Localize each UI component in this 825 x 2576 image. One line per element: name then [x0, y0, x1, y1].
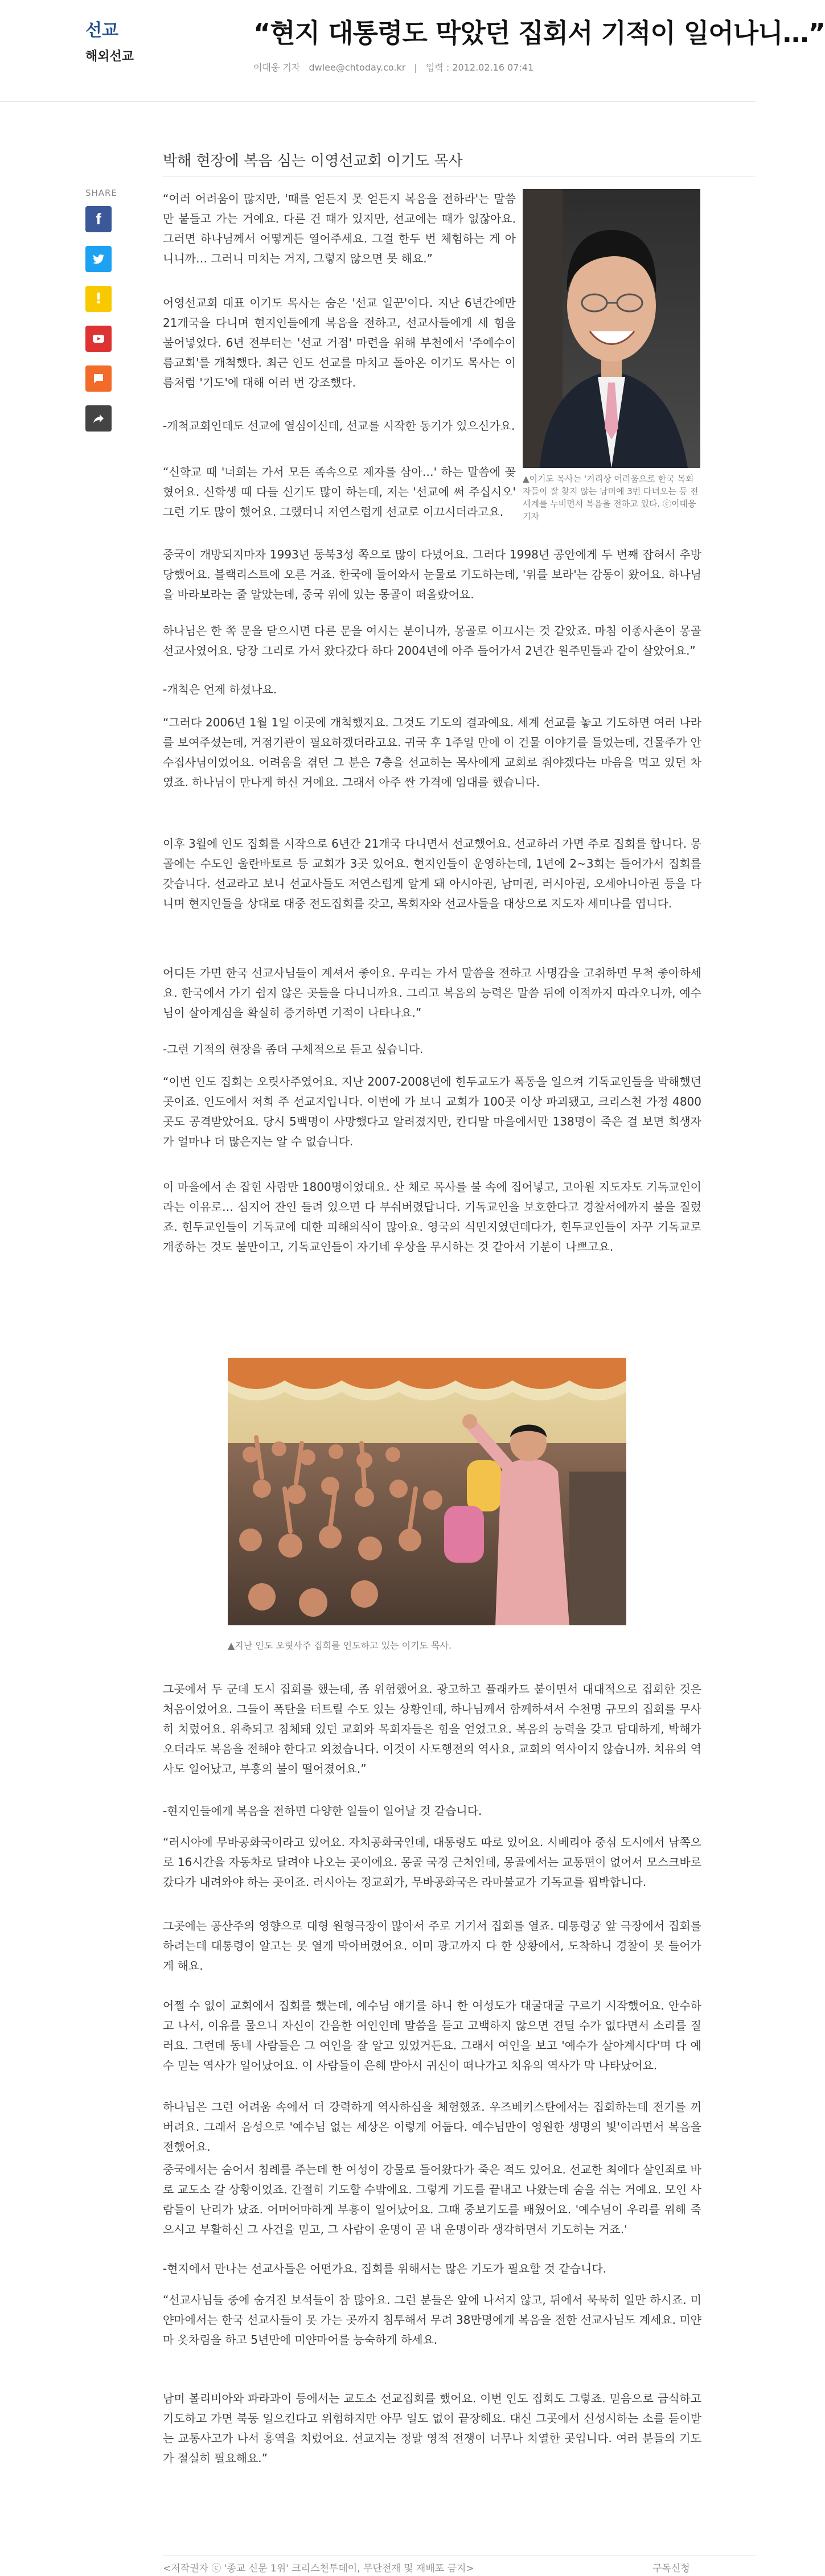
- pastor-portrait-photo: [523, 189, 700, 468]
- article-subhead: 박해 현장에 복음 심는 이영선교회 이기도 목사: [163, 153, 463, 170]
- publish-date: 입력 : 2012.02.16 07:41: [425, 62, 534, 73]
- paragraph: 남미 볼리비아와 파라과이 등에서는 교도소 선교집회를 했어요. 이번 인도 집회도 그렇죠. 믿음으로 금식하고 기도하고 가면 북동 일으킨다고 위험하지만 아무 일도 없이 끝장해요. 대신 그곳에서 신성시하는 소를 듣이받는 교통사고가 나서 홍역을 치렀어요. 선교지는 정말 영적 전쟁이 너무나 치열한 곳입니다. 여러 분들의 기도가 절실히 필요해요.”: [163, 2392, 701, 2465]
- paragraph: 어영선교회 대표 이기도 목사는 숨은 '선교 일꾼'이다. 지난 6년간에만 21개국을 다니며 현지인들에게 복음을 전하고, 선교사들에게 새 힘을 불어넣었다. 6년 전부터는 '선교 거점' 마련을 위해 부천에서 '주예수이름교회'를 개척했다. 최근 인도 선교를 마치고 돌아온 이기도 목사는 이름처럼 '기도'에 대해 여러 번 강조했다.: [163, 296, 516, 389]
- youtube-icon: [92, 332, 105, 346]
- paragraph: -그런 기적의 현장을 좀더 구체적으로 듣고 싶습니다.: [163, 1042, 424, 1056]
- share-label: SHARE: [85, 188, 117, 198]
- reporter-name: 이대웅 기자: [253, 62, 301, 73]
- paragraph: “이번 인도 집회는 오릿사주였어요. 지난 2007-2008년에 힌두교도가 폭동을 일으켜 기독교인들을 박해했던 곳이죠. 인도에서 저희 주 선교지입니다. 이번에 가 보니 교회가 100곳 이상 파괴됐고, 크리스천 가정 4800곳도 공격받았어요. 당시 5백명이 사망했다고 알려졌지만, 칸디말 마을에서만 138명이 죽은 걸 보면 희생자가 얼마나 더 많은지는 알 수 없습니다.: [163, 1075, 701, 1148]
- kakaostory-share-button[interactable]: [85, 286, 112, 312]
- photo-caption-1: ▲이기도 목사는 '거리상 어려움으로 한국 목회자들이 잘 찾지 않는 남미에 3번 다녀오는 등 전세계를 누비면서 복음을 전하고 있다. ⓒ이대웅 기자: [523, 474, 699, 521]
- comment-button[interactable]: [85, 365, 112, 392]
- paragraph: “신학교 때 '너희는 가서 모든 족속으로 제자를 삼아…' 하는 말씀에 꽂혔어요. 신학생 때 다들 신기도 많이 하는데, 저는 '선교에 써 주십시오' 그런 기도 많이 했어요. 그랬더니 저연스럽게 선교로 이끄시더라고요.: [163, 465, 516, 519]
- paragraph: 이 마을에서 손 잡힌 사람만 1800명이었대요. 산 채로 목사를 불 속에 집어넣고, 고아원 지도자도 기독교인이라는 이유로… 심지어 잔인 들려 있으면 다 부숴버렸답니다. 기독교인을 보호한다고 경찰서에까지 불을 질렀죠. 힌두교인들이 기독교에 대한 피해의식이 많아요. 영국의 식민지였던데다가, 힌두교인들이 자꾸 기독교로 개종하는 것도 불만이고, 기독교인들이 자기네 우상을 무시하는 것 같아서 기분이 나쁘고요.: [163, 1180, 701, 1254]
- paragraph: -개척교회인데도 선교에 열심이신데, 선교를 시작한 동기가 있으신가요.: [163, 419, 515, 433]
- paragraph: -개척은 언제 하셨나요.: [163, 683, 277, 696]
- article-headline: “현지 대통령도 막았던 집회서 기적이 일어나니…”: [253, 18, 825, 48]
- facebook-share-button[interactable]: [85, 206, 112, 232]
- category-title[interactable]: 선교: [85, 20, 118, 40]
- article-header: [0, 0, 825, 108]
- subhead-divider: [163, 176, 755, 177]
- comment-icon: [92, 372, 105, 385]
- paragraph: “선교사님들 중에 숨겨진 보석들이 참 많아요. 그런 분들은 앞에 나서지 않고, 뒤에서 묵묵히 일만 하시죠. 미얀마에서는 한국 선교사들이 못 가는 곳까지 침투해서 무려 38만명에게 복음을 전한 선교사님도 계세요. 미얀마 옷차림을 하고 5년만에 미얀마어를 능숙하게 하세요.: [163, 2293, 701, 2347]
- paragraph: 이후 3월에 인도 집회를 시작으로 6년간 21개국 다니면서 선교했어요. 선교하러 가면 주로 집회를 합니다. 몽골에는 수도인 울란바토르 등 교회가 3곳 있어요. 현지인들이 운영하는데, 1년에 2~3회는 들어가서 집회를 갖습니다. 선교라고 보니 선교사들도 저연스럽게 알게 돼 아시아권, 남미권, 러시아권, 오세아니아권 등을 다니며 현지인들을 상대로 대중 전도집회를 갖고, 목회자와 선교사들을 대상으로 지도자 세미나를 엽니다.: [163, 837, 701, 910]
- paragraph: 그곳에는 공산주의 영향으로 대형 원형극장이 많아서 주로 거기서 집회를 열죠. 대통령궁 앞 극장에서 집회를 하려는데 대통령이 알고는 못 열게 막아버렸어요. 이미 광고까지 다 한 상황에서, 도착하니 경찰이 못 들어가게 해요.: [163, 1919, 701, 1973]
- header-divider: [0, 101, 756, 102]
- india-rally-photo: [228, 1358, 626, 1625]
- kakaostory-icon: !: [95, 290, 102, 307]
- paragraph: -현지인들에게 복음을 전하면 다양한 일들이 일어날 것 같습니다.: [163, 1804, 482, 1818]
- paragraph: 어쩔 수 없이 교회에서 집회를 했는데, 예수님 얘기를 하니 한 여성도가 대굴대굴 구르기 시작했어요. 안수하고 나서, 이유를 물으니 자신이 간음한 여인인데 말씀을 듣고 고백하지 않으면 견딜 수가 없다면서 소리를 질러요. 그런데 동네 사람들은 그 여인을 잘 알고 있었거든요. 그래서 여인을 보고 '예수가 살아계시다'며 다 예수 믿는 역사가 일어났어요. 이 사람들이 은혜 받아서 귀신이 떠나가고 치유의 역사가 막 나타났어요.: [163, 1999, 701, 2072]
- paragraph: 하나님은 그런 어려움 속에서 더 강력하게 역사하심을 체험했죠. 우즈베키스탄에서는 집회하는데 전기를 꺼 버려요. 그래서 음성으로 '예수님 없는 세상은 이렇게 어둡다. 예수님만이 영원한 생명의 빛'이라면서 복음을 전했어요.: [163, 2100, 701, 2154]
- paragraph: “그러다 2006년 1월 1일 이곳에 개척했지요. 그것도 기도의 결과예요. 세계 선교를 놓고 기도하면 여러 나라를 보여주셨는데, 거점기관이 필요하겠더라고요. 귀국 후 1주일 만에 이 건물 이야기를 들었는데, 건물주가 안수집사님이었어요. 어려움을 겪던 그 분은 7층을 선교하는 목사에게 교회로 줘야겠다는 마음을 먹고 있던 차였죠. 하나님이 만나게 하신 거에요. 그래서 아주 싼 가격에 임대를 했습니다.: [163, 716, 701, 789]
- paragraph: 중국에서는 숨어서 침례를 주는데 한 여성이 강물로 들어왔다가 죽은 적도 있어요. 선교한 최에다 살인죄로 바로 교도소 갈 상황이었죠. 간절히 기도할 수밖에요. 그렇게 기도를 끝내고 나왔는데 숨을 쉬는 거예요. 모인 사람들이 난리가 났죠. 어머어마하게 부흥이 일어났어요. 그때 중보기도를 배웠어요. '예수님이 우리를 위해 죽으시고 부활하신 그 사건을 믿고, 그 사람이 운명이 곧 내 운명이라 생각하면서 기도하는 거죠.': [163, 2163, 701, 2236]
- paragraph: 중국이 개방되지마자 1993년 동북3성 쪽으로 많이 다녔어요. 그러다 1998년 공안에게 두 번째 잡혀서 추방당했어요. 블랙리스트에 오른 거죠. 한국에 들어와서 눈물로 기도하는데, '위를 보라'는 감동이 왔어요. 하나님을 바라보라는 줄 알았는데, 중국 위에 있는 몽골이 떠올랐어요.: [163, 548, 701, 601]
- photo-caption-2: ▲지난 인도 오릿사주 집회를 인도하고 있는 이기도 목사.: [228, 1640, 452, 1651]
- subscribe-link[interactable]: 구독신청: [652, 2563, 690, 2574]
- byline: [253, 60, 539, 73]
- byline-divider: |: [414, 62, 417, 73]
- paragraph: 하나님은 한 쪽 문을 닫으시면 다른 문을 여시는 분이니까, 몽골로 이끄시는 것 같았죠. 마침 이종사촌이 몽골 선교사였어요. 당장 그리로 가서 왔다갔다 하다 2004년에 아주 들어가서 2년간 원주민들과 같이 살았어요.”: [163, 624, 701, 658]
- twitter-icon: [92, 252, 105, 266]
- share-arrow-icon: [92, 412, 105, 425]
- subcategory-title[interactable]: 해외선교: [85, 50, 134, 64]
- reporter-email[interactable]: dwlee@chtoday.co.kr: [309, 62, 406, 73]
- paragraph: “여러 어려움이 많지만, '때를 얻든지 못 얻든지 복음을 전하라'는 말씀만 붙들고 가는 거예요. 다른 건 때가 있지만, 선교에는 때가 없잖아요. 그러면 하나님께서 어떻게든 열어주세요. 그걸 한두 번 체험하는 게 아니니까… 그러니 미치는 거지, 그렇지 않으면 못 해요.”: [163, 192, 516, 265]
- share-link-button[interactable]: [85, 405, 112, 432]
- paragraph: -현지에서 만나는 선교사들은 어떤가요. 집회를 위해서는 많은 기도가 필요할 것 같습니다.: [163, 2262, 607, 2275]
- twitter-share-button[interactable]: [85, 246, 112, 272]
- facebook-icon: f: [96, 210, 101, 228]
- copyright-notice: <저작권자 ⓒ '종교 신문 1위' 크리스천투데이, 무단전재 및 재배포 금지>: [163, 2563, 474, 2574]
- youtube-button[interactable]: [85, 326, 112, 352]
- footer-divider: [163, 2555, 755, 2556]
- paragraph: “러시아에 무바공화국이라고 있어요. 자치공화국인데, 대통령도 따로 있어요. 시베리아 중심 도시에서 남쪽으로 16시간을 자동차로 달려야 나오는 곳이에요. 몽골 국경 근처인데, 몽골에서는 교통편이 없어서 모스크바로 갔다가 내려와야 하는 곳이죠. 러시아는 정교회가, 무바공화국은 라마불교가 기독교를 핍박합니다.: [163, 1835, 701, 1889]
- paragraph: 어디든 가면 한국 선교사님들이 계셔서 좋아요. 우리는 가서 말씀을 전하고 사명감을 고취하면 무척 좋아하세요. 한국에서 가기 쉽지 않은 곳들을 다니니까요. 그리고 복음의 능력은 말씀 뒤에 이적까지 따라오니까, 예수님이 살아계심을 확실히 증거하면 기적이 나타나요.”: [163, 966, 701, 1020]
- paragraph: 그곳에서 두 군데 도시 집회를 했는데, 좀 위험했어요. 광고하고 플래카드 붙이면서 대대적으로 집회한 것은 처음이었어요. 그들이 폭탄을 터트릴 수도 있는 상황인데, 하나님께서 함께하셔서 수천명 규모의 집회를 무사히 치렀어요. 위축되고 침체돼 있던 교회와 목회자들은 힘을 얻었고요. 복음의 능력을 갖고 담대하게, 박해가 오더라도 복음을 전해야 한다고 외쳤습니다. 이것이 사도행전의 역사요, 교회의 역사이지 않습니까. 치유의 역사도 일어났고, 부흥의 불이 떨어졌어요.”: [163, 1682, 701, 1776]
